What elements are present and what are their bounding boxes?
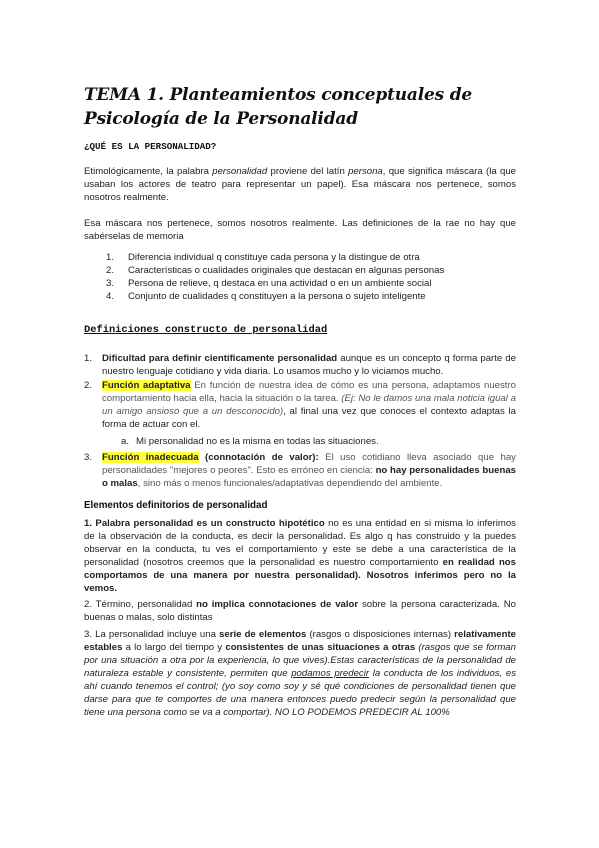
list-item-text: Características o cualidades originales que destacan en algunas personas [128, 265, 445, 276]
text-bold: serie de elementos [219, 629, 307, 640]
text-italic: la conducta de los individuos, es ahí cuando tenemos el control; (yo soy como soy y sé qué condiciones de personalidad tienen que darse para que te comportes de una manera entonces puedo predecir según la personalidad que tiene una persona como se va a comportar). NO LO PODEMOS PREDECIR AL 100% [84, 668, 517, 718]
rae-definitions-list [106, 251, 516, 303]
text-italic-underlined: podamos predecir [291, 668, 370, 679]
text-bold: no hay personalidades buenas o malas [102, 465, 516, 489]
text: 2. Término, personalidad [84, 599, 197, 610]
definition-item-2: 2. Función adaptativa En función de nuestra idea de cómo es una persona, adaptamos nuestro comportamiento hacia ella, hacia la situación o la tarea. (Ej: No le damos una mala noticia igual a un amigo ansioso que a un desconocido), al final una vez que conoces el contexto adaptas la forma de actuar con el. [84, 380, 517, 430]
text-italic: (Ej: No le damos una mala noticia igual a un amigo ansioso que a un desconocido) [102, 393, 516, 417]
highlight-text: Función adaptativa [102, 380, 191, 391]
text: 3. La personalidad incluye una [84, 629, 220, 640]
paragraph-elemento-1 [84, 517, 516, 595]
list-item: 3. Persona de relieve, q destaca en una actividad o en un ambiente social [106, 278, 432, 289]
text: , sino más o menos funcionales/adaptativas dependiendo del ambiente. [137, 478, 443, 489]
text-bold: 1. Palabra personalidad es un constructo hipotético [84, 518, 325, 529]
text-italic: personalidad [212, 166, 268, 177]
text-italic: (rasgos que se forman por una situación a otra por la experiencia, lo que vives).Estas características de la personalidad de naturaleza estable y consistente, permiten que [84, 642, 516, 679]
text: El uso cotidiano lleva asociado que hay personalidades "mejores o peores". Esto es erróneo en ciencia: [102, 452, 516, 476]
section-heading-elementos: Elementos definitorios de personalidad [84, 500, 268, 511]
text: proviene del latín [267, 166, 349, 177]
text-bold: consistentes de unas situaciones a otras [225, 642, 416, 653]
text: a lo largo del tiempo y [122, 642, 226, 653]
text: (rasgos o disposiciones internas) [306, 629, 455, 640]
list-item-text: Conjunto de cualidades q constituyen a la persona o sujeto inteligente [128, 291, 426, 302]
paragraph-elemento-2 [84, 598, 516, 624]
text-bold: Dificultad para definir científicamente personalidad [102, 353, 338, 364]
text-bold: (connotación de valor): [198, 452, 319, 463]
text: aunque es un concepto q forma parte de nuestro lenguaje cotidiano y vida diaria. Lo usamos mucho y lo viciamos mucho. [102, 353, 516, 377]
section-heading-definiciones: Definiciones constructo de personalidad [84, 324, 328, 336]
definition-item-3: 3. Función inadecuada (connotación de valor): El uso cotidiano lleva asociado que hay personalidades "mejores o peores". Esto es erróneo en ciencia: no hay personalidades buenas o malas, sino más o menos funcionales/adaptativas dependiendo del ambiente. [84, 452, 516, 489]
text: sobre la persona caracterizada. No buenas o malas, solo distintas [84, 599, 517, 623]
paragraph-etymology [84, 165, 516, 204]
definition-subitem-a: a. Mi personalidad no es la misma en todas las situaciones. [121, 436, 379, 447]
text-bold: en realidad nos comportamos de una manera por nuestra personalidad). Nosotros inferimos pero no la vemos. [84, 557, 516, 594]
paragraph-rae: Esa máscara nos pertenece, somos nosotros realmente. Las definiciones de la rae no hay que sabérselas de memoria [84, 218, 516, 242]
text: , al final una vez que conoces el contexto adaptas la forma de actuar con el. [102, 406, 516, 430]
text: Etimológicamente, la palabra [84, 166, 213, 177]
document-title: TEMA 1. Planteamientos conceptuales de Psicología de la Personalidad [84, 85, 472, 129]
text-italic: persona [348, 166, 383, 177]
text-bold: no implica connotaciones de valor [196, 599, 359, 610]
definition-item-1: 1. Dificultad para definir científicamente personalidad aunque es un concepto q forma parte de nuestro lenguaje cotidiano y vida diaria. Lo usamos mucho y lo viciamos mucho. [84, 353, 516, 377]
text: En función de nuestra idea de cómo es una persona, adaptamos nuestro comportamiento hacia ella, hacia la situación o la tarea. [102, 380, 517, 404]
list-item: 2. Características o cualidades originales que destacan en algunas personas [106, 265, 445, 276]
list-item-text: Persona de relieve, q destaca en una actividad o en un ambiente social [128, 278, 432, 289]
text-bold: relativamente estables [84, 629, 516, 653]
section-heading-personalidad: ¿QUÉ ES LA PERSONALIDAD? [84, 141, 217, 152]
text: , que significa máscara (la que usaban los actores de teatro para representar un papel). Esa máscara nos pertenece, somos nosotros realmente. [84, 166, 516, 203]
text: no es una entidad en si misma lo inferimos de la observación de la conducta, es decir la personalidad. Es algo q has construido y la puedes observar en la conducta, tu ves el comportamiento y este se debe a una característica de la personalidad (nosotros creemos que la personalidad es nuestro comportamiento [84, 518, 516, 568]
list-item-text: Diferencia individual q constituye cada persona y la distingue de otra [128, 252, 420, 263]
list-item: 4. Conjunto de cualidades q constituyen a la persona o sujeto inteligente [106, 291, 426, 302]
highlight-text: Función inadecuada [102, 452, 199, 463]
text: Mi personalidad no es la misma en todas las situaciones. [136, 436, 379, 447]
list-item: 1. Diferencia individual q constituye cada persona y la distingue de otra [106, 252, 420, 263]
paragraph-elemento-3 [84, 628, 516, 719]
